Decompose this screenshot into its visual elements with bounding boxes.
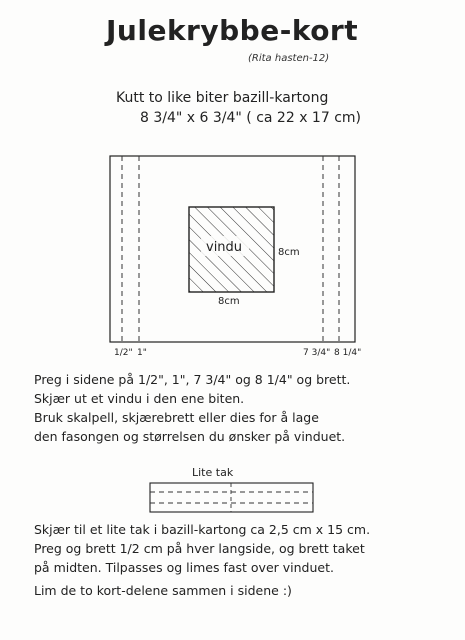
roof-strip: [150, 483, 313, 512]
fold-label-seven-three-quarter-inch: 7 3/4": [303, 348, 331, 358]
window-height-label: 8cm: [278, 247, 300, 258]
fold-label-one-inch: 1": [137, 348, 147, 358]
card-size-line: 8 3/4" x 6 3/4" ( ca 22 x 17 cm): [140, 110, 361, 126]
author-credit: (Rita hasten-12): [248, 53, 330, 64]
window-instructions: [34, 370, 350, 446]
instruction-line: Preg i sidene på 1/2", 1", 7 3/4" og 8 1/4" og brett.: [34, 372, 351, 387]
instruction-line: Bruk skalpell, skjærebrett eller dies for å lage: [34, 410, 319, 425]
window-label: vindu: [206, 240, 243, 255]
page-title: Julekrybbe-kort: [106, 14, 359, 47]
instruction-line: den fasongen og størrelsen du ønsker på vinduet.: [34, 429, 346, 444]
roof-instructions: [34, 520, 370, 600]
window-width-label: 8cm: [218, 296, 240, 307]
roof-label: Lite tak: [192, 466, 234, 479]
fold-label-eight-quarter-inch: 8 1/4": [334, 348, 362, 358]
instruction-line: Skjær ut et vindu i den ene biten.: [34, 391, 245, 406]
fold-label-half-inch: 1/2": [114, 348, 133, 358]
instruction-line: på midten. Tilpasses og limes fast over vinduet.: [34, 560, 334, 575]
instruction-line: Lim de to kort-delene sammen i sidene :): [34, 583, 292, 598]
instruction-line: Preg og brett 1/2 cm på hver langside, og brett taket: [34, 541, 365, 556]
instruction-line: Skjær til et lite tak i bazill-kartong ca 2,5 cm x 15 cm.: [34, 522, 371, 537]
cut-instruction-line: Kutt to like biter bazill-kartong: [116, 90, 329, 106]
